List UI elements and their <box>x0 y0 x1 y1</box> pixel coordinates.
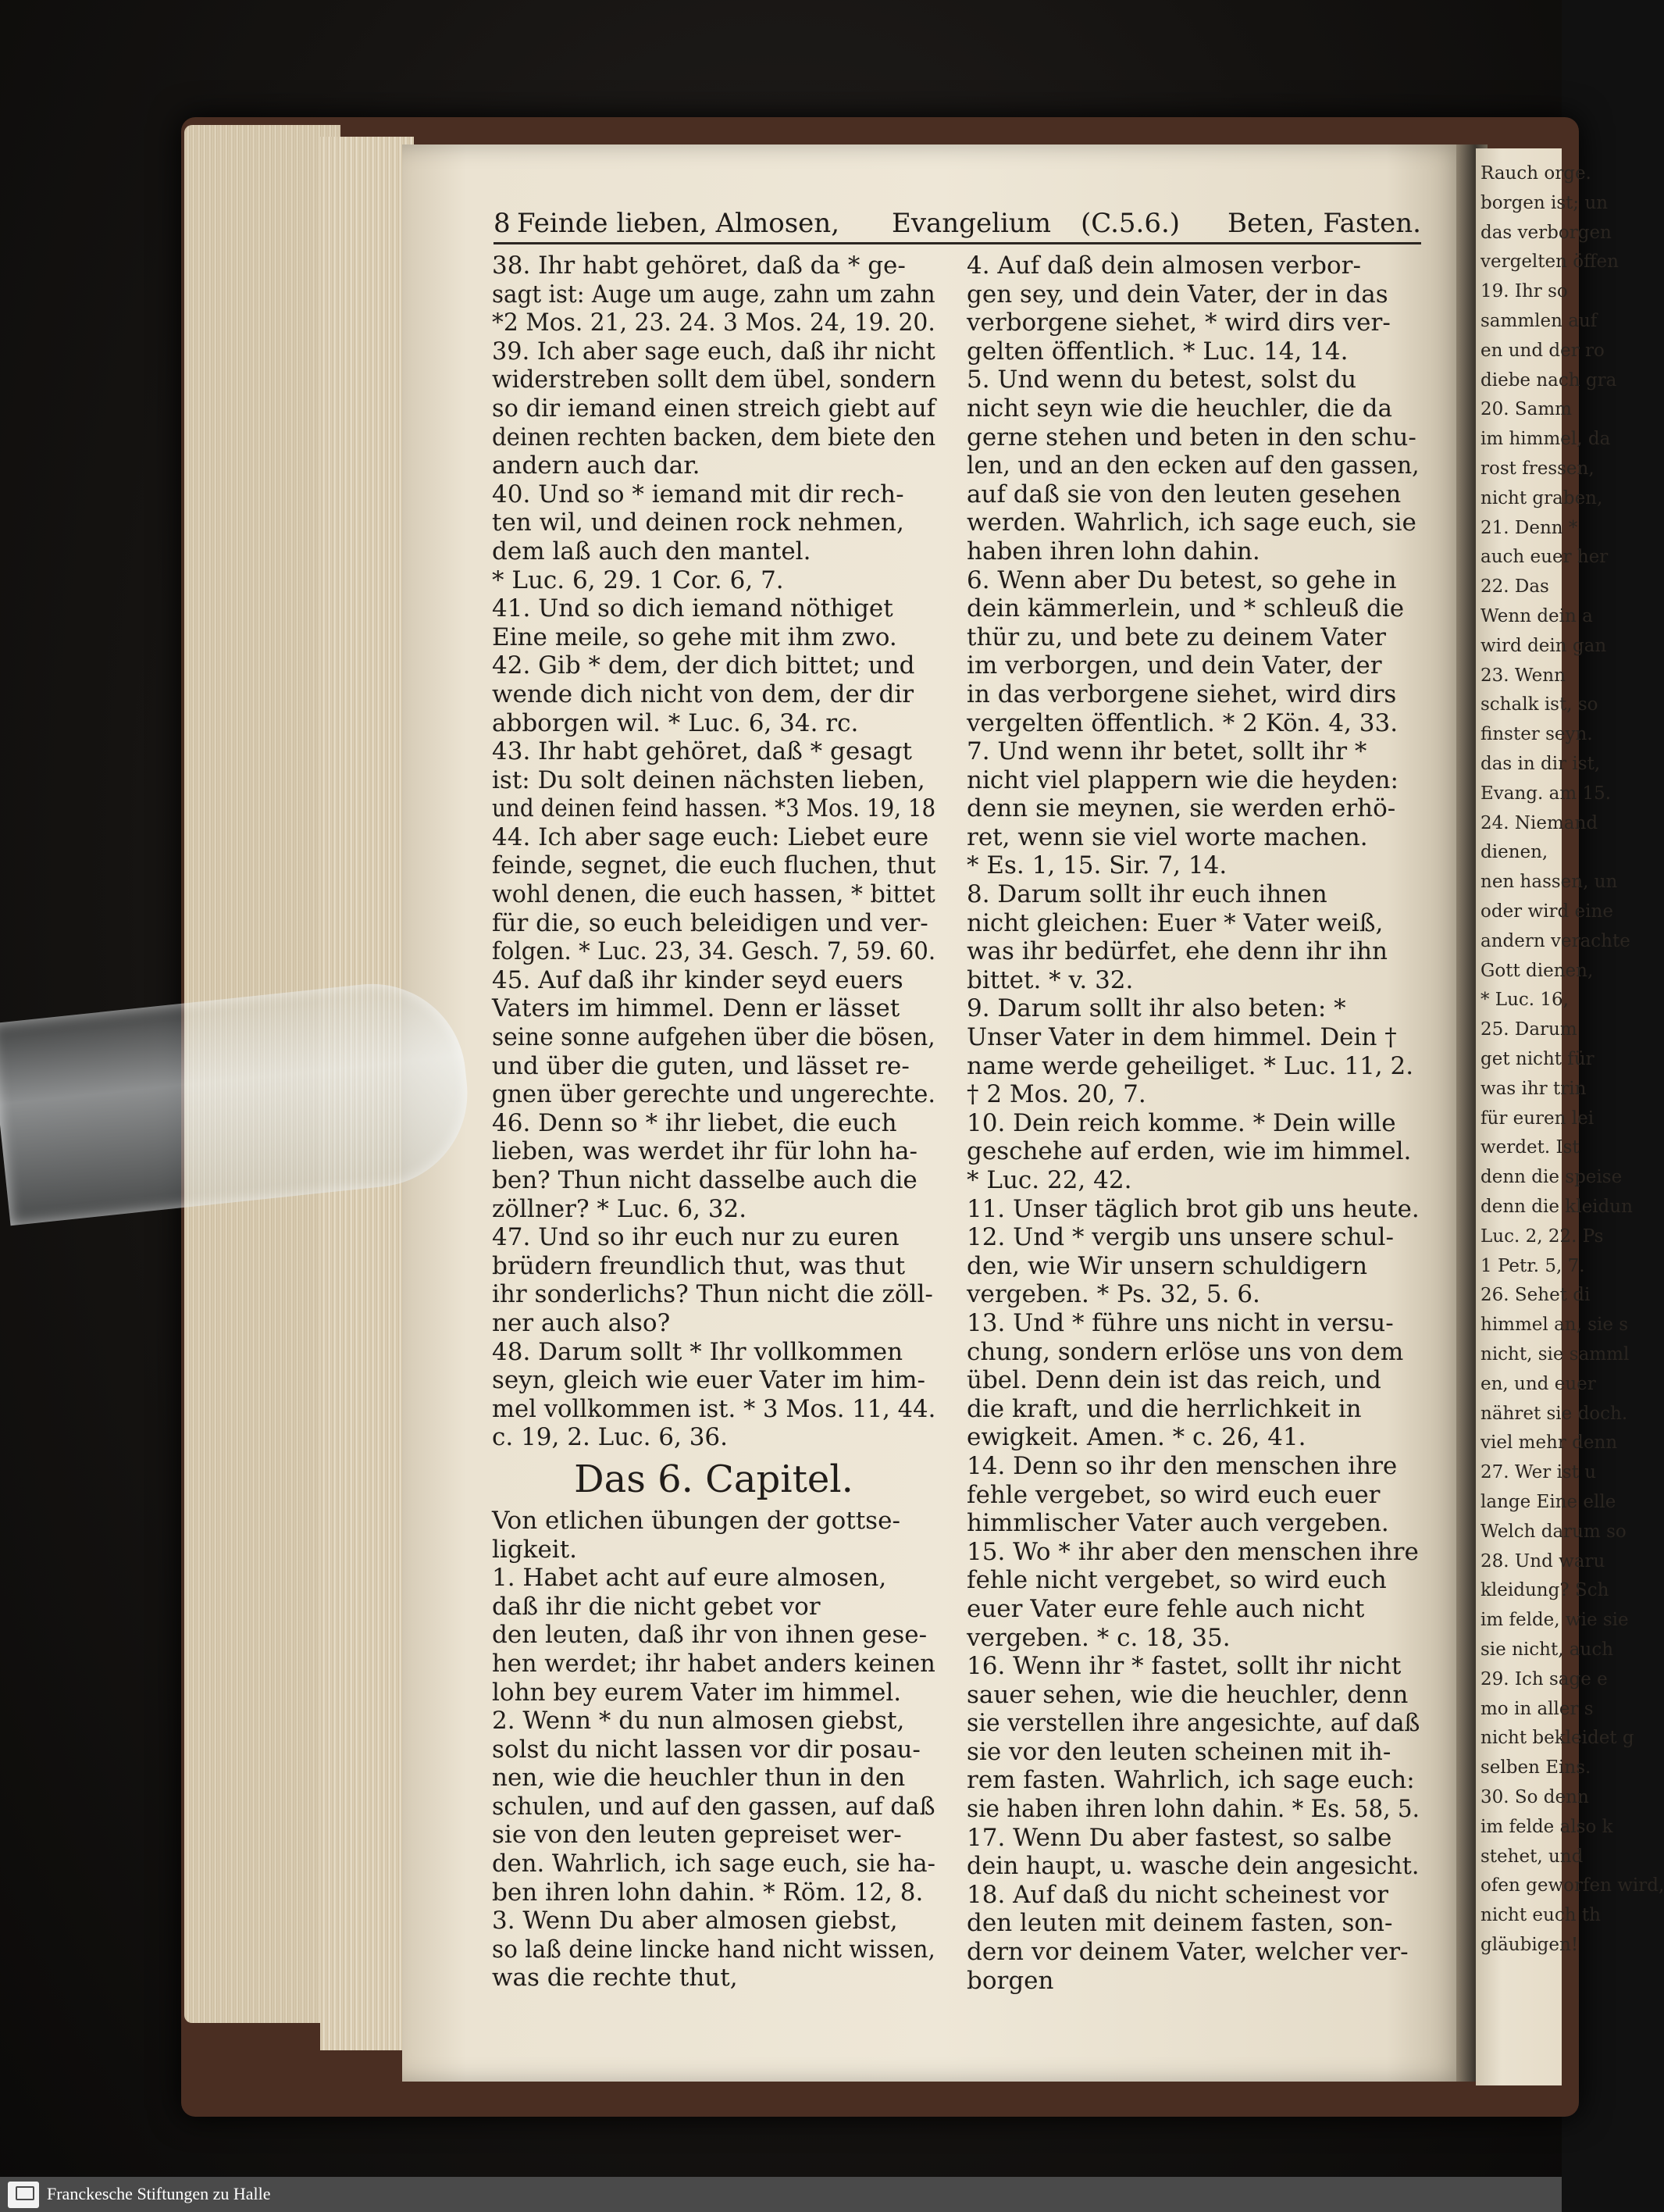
facing-page-line: en, und euer <box>1480 1373 1596 1394</box>
facing-page-line: 25. Darum <box>1480 1019 1577 1040</box>
verse-line: 46. Denn so * ihr liebet, die euch <box>492 1108 897 1137</box>
facing-page-line: dienen, <box>1480 842 1548 863</box>
verse-line: * Luc. 22, 42. <box>967 1166 1132 1194</box>
facing-page-line: borgen ist; un <box>1480 192 1609 213</box>
verse-line: nicht viel plappern wie die heyden: <box>967 765 1399 794</box>
facing-page-line: nähret sie doch. <box>1480 1403 1628 1424</box>
facing-page-line: nicht graben, <box>1480 487 1603 508</box>
verse-line: 39. Ich aber sage euch, daß ihr nicht <box>492 337 935 366</box>
verse-line: dern vor deinem Vater, welcher ver- <box>967 1938 1409 1967</box>
facing-page-line: 19. Ihr so <box>1480 281 1568 302</box>
verse-line: andern auch dar. <box>492 451 700 480</box>
facing-page-line: im felde also k <box>1480 1816 1613 1837</box>
verse-line: 40. Und so * iemand mit dir rech- <box>492 480 904 508</box>
facing-page-line: get nicht für <box>1480 1049 1595 1069</box>
verse-line: 45. Auf daß ihr kinder seyd euers <box>492 965 903 994</box>
facing-page-line: sammlen auf <box>1480 311 1598 331</box>
facing-page-line: 30. So denn <box>1480 1787 1589 1807</box>
facing-page-line: finster seyn. <box>1480 724 1593 745</box>
verse-line: bittet. * v. 32. <box>967 965 1134 994</box>
verse-line: den leuten, daß ihr von ihnen gese- <box>492 1621 928 1650</box>
verse-line: lohn bey eurem Vater im himmel. <box>492 1678 902 1707</box>
verse-line: 10. Dein reich komme. * Dein wille <box>967 1108 1396 1137</box>
facing-page-line: gläubigen! <box>1480 1935 1579 1955</box>
verse-line: chung, sondern erlöse uns von dem <box>967 1337 1404 1366</box>
verse-line: nicht gleichen: Euer * Vater weiß, <box>967 908 1384 937</box>
verse-line: 18. Auf daß du nicht scheinest vor <box>967 1880 1388 1909</box>
verse-line: abborgen wil. * Luc. 6, 34. rc. <box>492 708 859 737</box>
verse-line: gnen über gerechte und ungerechte. <box>492 1080 936 1109</box>
verse-line: sie vor den leuten scheinen mit ih- <box>967 1737 1391 1766</box>
verse-line: ist: Du solt deinen nächsten lieben, <box>492 765 925 794</box>
verse-line: gelten öffentlich. * Luc. 14, 14. <box>967 337 1349 366</box>
facing-page-line: diebe nach gra <box>1480 369 1617 391</box>
facing-page-line: stehet, und <box>1480 1846 1584 1867</box>
header-chapter-ref: (C.5.6.) <box>1081 208 1181 239</box>
facing-page-line: 1 Petr. 5, 7. <box>1480 1255 1585 1276</box>
facing-page-line: 24. Niemand <box>1480 812 1598 833</box>
verse-line: 1. Habet acht auf eure almosen, <box>492 1564 887 1593</box>
verse-line: Von etlichen übungen der gottse- <box>492 1506 900 1535</box>
verse-line: folgen. * Luc. 23, 34. Gesch. 7, 59. 60. <box>492 937 936 966</box>
page-number: 8 <box>493 208 511 239</box>
verse-line: Unser Vater in dem himmel. Dein † <box>967 1023 1397 1052</box>
verse-line: Eine meile, so gehe mit ihm zwo. <box>492 623 897 651</box>
facing-page-line: oder wird eine <box>1480 901 1613 922</box>
verse-line: dem laß auch den mantel. <box>492 537 811 565</box>
facing-page-line: werdet. Ist <box>1480 1137 1580 1158</box>
facing-page-line: im himmel, da <box>1480 429 1611 450</box>
verse-line: 3. Wenn Du aber almosen giebst, <box>492 1907 898 1936</box>
facing-page-line: das in dir ist, <box>1480 754 1601 774</box>
institution-name: Franckesche Stiftungen zu Halle <box>47 2184 271 2203</box>
verse-line: 11. Unser täglich brot gib uns heute. <box>967 1194 1420 1223</box>
verse-line: 41. Und so dich iemand nöthiget <box>492 594 893 623</box>
verse-line: widerstreben sollt dem übel, sondern <box>492 366 936 394</box>
verse-line: 6. Wenn aber Du betest, so gehe in <box>967 565 1397 594</box>
verse-line: ewigkeit. Amen. * c. 26, 41. <box>967 1423 1306 1452</box>
verse-line: 16. Wenn ihr * fastet, sollt ihr nicht <box>967 1652 1402 1681</box>
verse-line: euer Vater eure fehle auch nicht <box>967 1594 1365 1623</box>
verse-line: 9. Darum sollt ihr also beten: * <box>967 994 1346 1023</box>
verse-line: ben ihren lohn dahin. * Röm. 12, 8. <box>492 1878 924 1907</box>
verse-line: 43. Ihr habt gehöret, daß * gesagt <box>492 737 912 766</box>
header-left-topic: Feinde lieben, Almosen, <box>517 208 839 239</box>
facing-page-line: viel mehr denn <box>1480 1432 1618 1454</box>
verse-line: für die, so euch beleidigen und ver- <box>492 908 928 937</box>
verse-line: vergeben. * c. 18, 35. <box>967 1623 1231 1652</box>
facing-page-line: Gott dienen, <box>1480 960 1594 981</box>
verse-line: im verborgen, und dein Vater, der <box>967 651 1382 680</box>
verse-line: gen sey, und dein Vater, der in das <box>967 280 1388 309</box>
facing-page-line: Wenn dein a <box>1480 606 1593 626</box>
verse-line: schulen, und auf den gassen, auf daß <box>492 1792 935 1821</box>
verse-line: werden. Wahrlich, ich sage euch, sie <box>967 508 1416 537</box>
verse-line: nen, wie die heuchler thun in den <box>492 1764 906 1793</box>
verse-line: was die rechte thut, <box>492 1964 738 1993</box>
verse-line: nicht seyn wie die heuchler, die da <box>967 394 1392 423</box>
facing-page-line: nicht euch th <box>1480 1905 1601 1926</box>
verse-line: ben? Thun nicht dasselbe auch die <box>492 1166 918 1194</box>
verse-line: 13. Und * führe uns nicht in versu- <box>967 1308 1394 1337</box>
facing-page-line: Rauch orge. <box>1480 163 1591 184</box>
verse-line: zöllner? * Luc. 6, 32. <box>492 1194 747 1223</box>
facing-page-line: * Luc. 16, <box>1480 990 1569 1011</box>
verse-line: feinde, segnet, die euch fluchen, thut <box>492 851 936 880</box>
chapter-heading: Das 6. Capitel. <box>574 1457 853 1501</box>
facing-page-line: 22. Das <box>1480 576 1549 598</box>
facing-page-line: mo in aller s <box>1480 1698 1594 1719</box>
facing-page-line: 23. Wenn <box>1480 665 1566 686</box>
verse-line: 7. Und wenn ihr betet, sollt ihr * <box>967 737 1367 766</box>
verse-line: dein kämmerlein, und * schleuß die <box>967 594 1405 623</box>
facing-page-line: lange Eine elle <box>1480 1492 1616 1512</box>
verse-line: auf daß sie von den leuten gesehen <box>967 480 1402 508</box>
facing-page-line: nicht bekleidet g <box>1480 1728 1634 1749</box>
verse-line: sagt ist: Auge um auge, zahn um zahn <box>492 280 935 309</box>
verse-line: † 2 Mos. 20, 7. <box>967 1080 1146 1109</box>
facing-page-line: rost fressen, <box>1480 458 1595 479</box>
verse-line: so laß deine lincke hand nicht wissen, <box>492 1935 935 1964</box>
verse-line: mel vollkommen ist. * 3 Mos. 11, 44. <box>492 1394 936 1423</box>
verse-line: verborgene siehet, * wird dirs ver- <box>967 309 1391 337</box>
verse-line: 17. Wenn Du aber fastest, so salbe <box>967 1823 1392 1852</box>
verse-line: hen werdet; ihr habet anders keinen <box>492 1649 935 1678</box>
facing-page-line: 26. Sehet di <box>1480 1285 1591 1306</box>
facing-page-line: Evang. am 15. <box>1480 783 1612 804</box>
verse-line: 14. Denn so ihr den menschen ihre <box>967 1451 1398 1480</box>
verse-line: 47. Und so ihr euch nur zu euren <box>492 1223 900 1252</box>
verse-line: * Luc. 6, 29. 1 Cor. 6, 7. <box>492 565 784 594</box>
verse-line: den, wie Wir unsern schuldigern <box>967 1251 1368 1280</box>
verse-line: 12. Und * vergib uns unsere schul- <box>967 1223 1394 1252</box>
facing-page-line: Luc. 2, 22. Ps <box>1480 1226 1604 1247</box>
verse-line: 2. Wenn * du nun almosen giebst, <box>492 1707 905 1736</box>
facing-page-line: im felde, wie sie <box>1480 1610 1629 1631</box>
facing-page-fragment <box>1476 148 1664 2085</box>
verse-line: wohl denen, die euch hassen, * bittet <box>492 880 935 909</box>
verse-line: den leuten mit deinem fasten, son- <box>967 1909 1393 1938</box>
facing-page-line: himmel an, sie s <box>1480 1315 1629 1336</box>
verse-line: rem fasten. Wahrlich, ich sage euch: <box>967 1766 1415 1795</box>
facing-page-line: denn die speise <box>1480 1167 1623 1188</box>
verse-line: haben ihren lohn dahin. <box>967 537 1260 565</box>
text-column-left <box>492 252 935 1993</box>
facing-page-line: 29. Ich sage e <box>1480 1668 1608 1689</box>
facing-page-line: 20. Samm <box>1480 399 1572 420</box>
footer-bar <box>0 2177 1562 2212</box>
verse-line: gerne stehen und beten in den schu- <box>967 423 1416 451</box>
facing-page-line: 28. Und waru <box>1480 1550 1605 1572</box>
verse-line: fehle vergebet, so wird euch euer <box>967 1480 1381 1509</box>
verse-line: dein haupt, u. wasche dein angesicht. <box>967 1852 1420 1881</box>
header-right-topic: Beten, Fasten. <box>1228 208 1421 239</box>
facing-page-line: das verborgen <box>1480 222 1612 243</box>
verse-line: c. 19, 2. Luc. 6, 36. <box>492 1423 729 1452</box>
verse-line: geschehe auf erden, wie im himmel. <box>967 1137 1412 1166</box>
verse-line: ner auch also? <box>492 1308 671 1337</box>
verse-line: 44. Ich aber sage euch: Liebet eure <box>492 822 929 851</box>
verse-line: übel. Denn dein ist das reich, und <box>967 1366 1381 1395</box>
facing-page-line: ofen geworfen wird, <box>1480 1875 1664 1896</box>
verse-line: den. Wahrlich, ich sage euch, sie ha- <box>492 1850 935 1878</box>
verse-line: fehle nicht vergebet, so wird euch <box>967 1566 1387 1595</box>
verse-line: sie haben ihren lohn dahin. * Es. 58, 5. <box>967 1795 1420 1824</box>
facing-page-line: andern verachte <box>1480 930 1630 951</box>
verse-line: deinen rechten backen, dem biete den <box>492 423 936 451</box>
verse-line: sie von den leuten gepreiset wer- <box>492 1821 902 1850</box>
verse-line: seyn, gleich wie euer Vater im him- <box>492 1366 926 1395</box>
verse-line: vergelten öffentlich. * 2 Kön. 4, 33. <box>967 708 1399 737</box>
verse-line: * Es. 1, 15. Sir. 7, 14. <box>967 851 1228 880</box>
facing-page-line: en und der ro <box>1480 340 1605 361</box>
verse-line: 8. Darum sollt ihr euch ihnen <box>967 880 1327 909</box>
verse-line: 5. Und wenn du betest, solst du <box>967 366 1357 394</box>
facing-page-line: nen hassen, un <box>1480 872 1618 893</box>
facing-page-line: schalk ist, so <box>1480 694 1598 715</box>
verse-line: solst du nicht lassen vor dir posau- <box>492 1735 921 1764</box>
verse-line: Vaters im himmel. Denn er lässet <box>492 994 900 1023</box>
verse-line: seine sonne aufgehen über die bösen, <box>492 1023 935 1052</box>
verse-line: denn sie meynen, sie werden erhö- <box>967 794 1396 823</box>
facing-page-line: wird dein gan <box>1480 635 1607 656</box>
verse-line: 15. Wo * ihr aber den menschen ihre <box>967 1537 1419 1566</box>
facing-page-line: 21. Denn * <box>1480 517 1578 538</box>
verse-line: sie verstellen ihre angesichte, auf daß <box>967 1709 1420 1738</box>
verse-line: ihr sonderlichs? Thun nicht die zöll- <box>492 1280 933 1309</box>
verse-line: in das verborgene siehet, wird dirs <box>967 680 1397 708</box>
verse-line: ligkeit. <box>492 1535 578 1564</box>
facing-page-line: selben Eins. <box>1480 1757 1591 1779</box>
facing-page-line: auch euer her <box>1480 547 1609 568</box>
institution-logo <box>8 2182 39 2208</box>
verse-line: ret, wenn sie viel worte machen. <box>967 822 1368 851</box>
facing-page-line: kleidung? Sch <box>1480 1580 1609 1601</box>
verse-line: daß ihr die nicht gebet vor <box>492 1592 821 1621</box>
verse-line: was ihr bedürfet, ehe denn ihr ihn <box>967 937 1388 966</box>
verse-line: und über die guten, und lässet re- <box>492 1051 910 1080</box>
verse-line: die kraft, und die herrlichkeit in <box>967 1394 1362 1423</box>
verse-line: name werde geheiliget. * Luc. 11, 2. <box>967 1051 1414 1080</box>
verse-line: brüdern freundlich thut, was thut <box>492 1251 906 1280</box>
verse-line: 38. Ihr habt gehöret, daß da * ge- <box>492 252 906 280</box>
verse-line: 42. Gib * dem, der dich bittet; und <box>492 651 915 680</box>
verse-line: 4. Auf daß dein almosen verbor- <box>967 252 1361 280</box>
verse-line: wende dich nicht von dem, der dir <box>492 680 914 708</box>
facing-page-line: 27. Wer ist u <box>1480 1462 1597 1483</box>
facing-page-line: sie nicht, auch <box>1480 1639 1614 1660</box>
facing-page-line: denn die kleidun <box>1480 1197 1633 1217</box>
verse-line: 48. Darum sollt * Ihr vollkommen <box>492 1337 903 1366</box>
text-column-right <box>967 252 1420 1995</box>
verse-line: himmlischer Vater auch vergeben. <box>967 1509 1389 1538</box>
verse-line: sauer sehen, wie die heuchler, denn <box>967 1680 1409 1709</box>
facing-page-line: für euren lei <box>1480 1108 1595 1129</box>
header-book-title: Evangelium <box>892 208 1051 239</box>
verse-line: so dir iemand einen streich giebt auf <box>492 394 935 423</box>
verse-line: len, und an den ecken auf den gassen, <box>967 451 1420 480</box>
verse-line: lieben, was werdet ihr für lohn ha- <box>492 1137 918 1166</box>
verse-line: ten wil, und deinen rock nehmen, <box>492 508 904 537</box>
verse-line: thür zu, und bete zu deinem Vater <box>967 623 1387 651</box>
facing-page-line: was ihr trin <box>1480 1078 1587 1099</box>
running-header <box>493 205 1421 244</box>
facing-page-line: nicht, sie samml <box>1480 1344 1630 1365</box>
verse-line: *2 Mos. 21, 23. 24. 3 Mos. 24, 19. 20. <box>492 309 935 337</box>
verse-line: borgen <box>967 1966 1054 1995</box>
facing-page-line: vergelten öffen <box>1480 252 1619 273</box>
facing-page-line: Welch darum so <box>1480 1521 1627 1542</box>
verse-line: vergeben. * Ps. 32, 5. 6. <box>967 1280 1260 1309</box>
verse-line: und deinen feind hassen. *3 Mos. 19, 18 <box>492 794 936 823</box>
